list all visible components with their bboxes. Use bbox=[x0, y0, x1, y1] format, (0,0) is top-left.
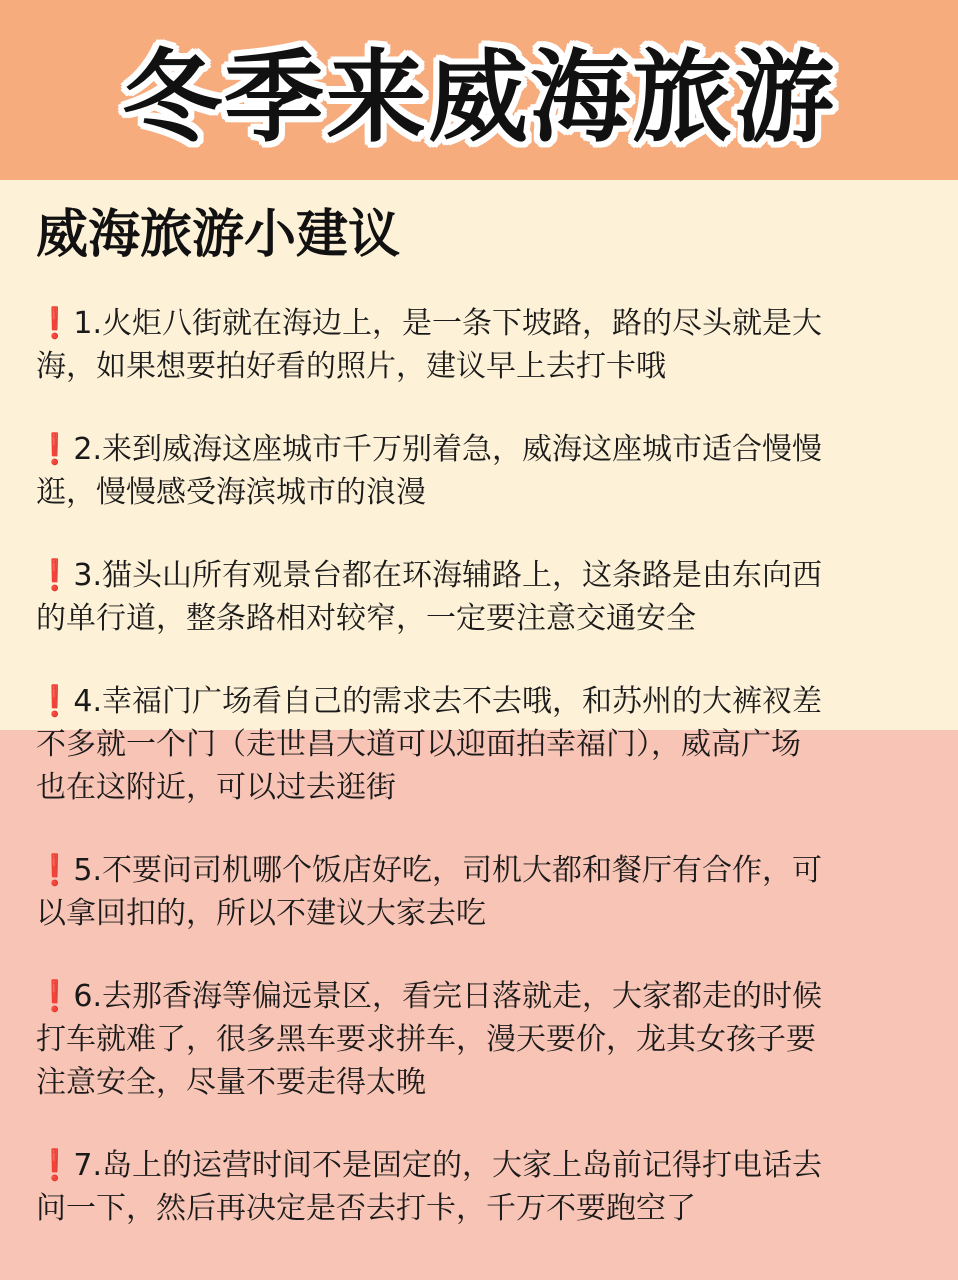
tip-text: 6.去那香海等偏远景区，看完日落就走，大家都走的时候 打车就难了，很多黑车要求拼车，漫天要价，龙其女孩子要 注意安全，尽量不要走得太晚 bbox=[36, 979, 822, 1100]
exclamation-icon: ❗ bbox=[36, 1148, 74, 1183]
tip-text: 2.来到威海这座城市千万别着急，威海这座城市适合慢慢 逛，慢慢感受海滨城市的浪漫 bbox=[36, 432, 822, 510]
tip-item bbox=[36, 302, 906, 388]
exclamation-icon: ❗ bbox=[36, 684, 74, 719]
tip-item bbox=[36, 1144, 906, 1230]
exclamation-icon: ❗ bbox=[36, 432, 74, 467]
tip-item bbox=[36, 554, 906, 640]
tip-text: 7.岛上的运营时间不是固定的，大家上岛前记得打电话去 问一下，然后再决定是否去打卡，千万不要跑空了 bbox=[36, 1148, 822, 1226]
tips-list bbox=[36, 302, 906, 1270]
tip-item bbox=[36, 428, 906, 514]
tip-text: 5.不要问司机哪个饭店好吃，司机大都和餐厅有合作，可 以拿回扣的，所以不建议大家去吃 bbox=[36, 853, 822, 931]
exclamation-icon: ❗ bbox=[36, 853, 74, 888]
tip-item bbox=[36, 849, 906, 935]
tip-item bbox=[36, 680, 906, 809]
exclamation-icon: ❗ bbox=[36, 979, 74, 1014]
tip-text: 3.猫头山所有观景台都在环海辅路上，这条路是由东向西 的单行道，整条路相对较窄，一定要注意交通安全 bbox=[36, 558, 822, 636]
tip-text: 1.火炬八街就在海边上，是一条下坡路，路的尽头就是大 海，如果想要拍好看的照片，建议早上去打卡哦 bbox=[36, 306, 822, 384]
exclamation-icon: ❗ bbox=[36, 558, 74, 593]
tip-text: 4.幸福门广场看自己的需求去不去哦，和苏州的大裤衩差 不多就一个门（走世昌大道可以迎面拍幸福门），威高广场 也在这附近，可以过去逛街 bbox=[36, 684, 822, 805]
exclamation-icon: ❗ bbox=[36, 306, 74, 341]
banner-title: 冬季来威海旅游 bbox=[122, 39, 836, 156]
tip-item bbox=[36, 975, 906, 1104]
section-title: 威海旅游小建议 bbox=[36, 205, 401, 265]
